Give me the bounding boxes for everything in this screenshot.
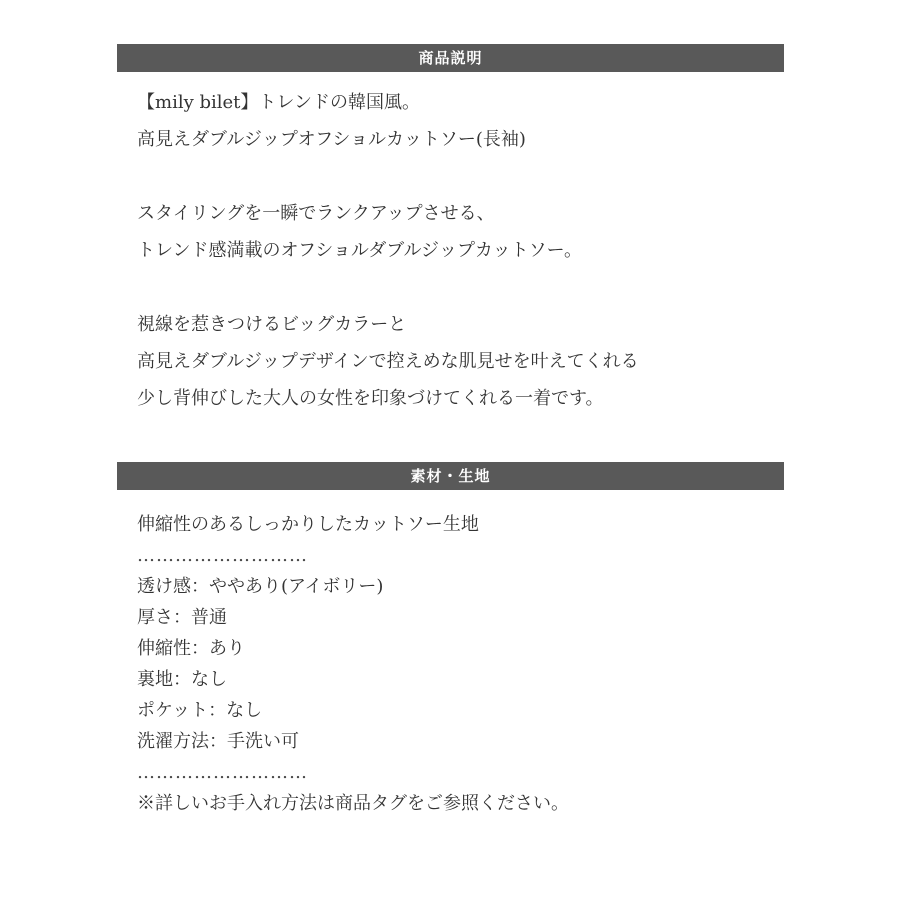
dotted-divider: ……………………… — [137, 545, 308, 566]
spec-washing: 洗濯方法：手洗い可 — [137, 731, 299, 752]
description-line: 【mily bilet】トレンドの韓国風。 — [137, 92, 420, 113]
spec-stretch: 伸縮性：あり — [137, 638, 245, 659]
material-body — [137, 509, 777, 819]
description-line: トレンド感満載のオフショルダブルジップカットソー。 — [137, 240, 582, 261]
description-line: 少し背伸びした大人の女性を印象づけてくれる一着です。 — [137, 388, 604, 409]
dotted-divider: ……………………… — [137, 762, 308, 783]
paragraph-spacer — [137, 158, 777, 195]
spec-transparency: 透け感：ややあり(アイボリー) — [137, 576, 384, 597]
description-line: スタイリングを一瞬でランクアップさせる、 — [137, 203, 495, 224]
description-body — [137, 84, 777, 417]
spec-lining: 裏地：なし — [137, 669, 227, 690]
description-line: 視線を惹きつけるビッグカラーと — [137, 314, 407, 335]
description-line: 高見えダブルジップデザインで控えめな肌見せを叶えてくれる — [137, 351, 639, 372]
section-header-description: 商品説明 — [117, 44, 784, 72]
spec-thickness: 厚さ：普通 — [137, 607, 227, 628]
paragraph-spacer — [137, 269, 777, 306]
care-note: ※詳しいお手入れ方法は商品タグをご参照ください。 — [137, 793, 569, 814]
material-summary: 伸縮性のあるしっかりしたカットソー生地 — [137, 514, 479, 535]
description-line: 高見えダブルジップオフショルカットソー(長袖) — [137, 129, 526, 150]
section-header-material: 素材・生地 — [117, 462, 784, 490]
spec-pocket: ポケット：なし — [137, 700, 263, 721]
